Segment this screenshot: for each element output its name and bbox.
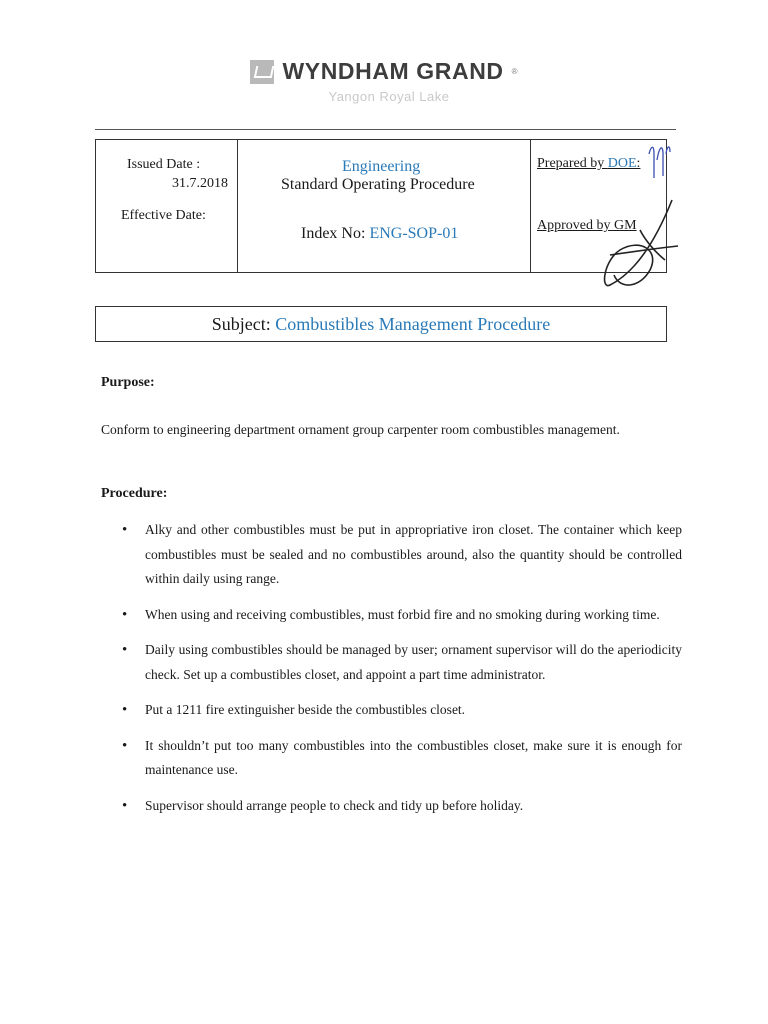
trademark-symbol: ® bbox=[511, 67, 518, 76]
hotel-logo bbox=[0, 58, 768, 104]
prepared-by bbox=[537, 156, 640, 172]
prepared-by-value: DOE bbox=[607, 156, 637, 171]
procedure-item: • Daily using combustibles should be managed by user; ornament supervisor will do the aperiodicity check. Set up a combustibles closet, and appoint a part time administrator. bbox=[122, 638, 682, 687]
procedure-list bbox=[122, 518, 682, 818]
document-type: Standard Operating Procedure bbox=[281, 176, 475, 193]
procedure-item: • When using and receiving combustibles, must forbid fire and no smoking during working time. bbox=[122, 603, 682, 628]
procedure-item: • It shouldn’t put too many combustibles into the combustibles closet, make sure it is enough for maintenance use. bbox=[122, 734, 682, 783]
subject-value: Combustibles Management Procedure bbox=[275, 314, 551, 334]
approved-by-label: Approved by GM bbox=[537, 218, 637, 233]
brand-name: WYNDHAM GRAND bbox=[282, 58, 504, 84]
procedure-item: • Alky and other combustibles must be put in appropriative iron closet. The container which keep combustibles must be sealed and no combustibles around, also the quantity should be controlled within daily using range. bbox=[122, 518, 682, 592]
doe-signature bbox=[645, 142, 675, 182]
purpose-text: Conform to engineering department ornament group carpenter room combustibles management. bbox=[101, 422, 620, 437]
brand-location: Yangon Royal Lake bbox=[328, 88, 450, 104]
gm-signature bbox=[600, 190, 680, 300]
column-divider bbox=[237, 140, 238, 272]
wyndham-emblem-icon bbox=[250, 60, 274, 84]
index-number bbox=[301, 225, 458, 243]
subject-label: Subject: bbox=[211, 314, 276, 334]
purpose-heading: Purpose: bbox=[101, 375, 155, 390]
issued-date-label: Issued Date : bbox=[127, 157, 201, 172]
document-header-table bbox=[95, 139, 667, 273]
procedure-item: • Supervisor should arrange people to check and tidy up before holiday. bbox=[122, 794, 682, 819]
procedure-item: • Put a 1211 fire extinguisher beside the combustibles closet. bbox=[122, 698, 682, 723]
effective-date-label: Effective Date: bbox=[121, 208, 206, 223]
column-divider bbox=[530, 140, 531, 272]
department-name: Engineering bbox=[342, 158, 421, 175]
procedure-heading: Procedure: bbox=[101, 486, 168, 501]
prepared-by-label: Prepared by bbox=[537, 156, 608, 171]
subject-box bbox=[95, 306, 667, 342]
index-label: Index No: bbox=[301, 225, 370, 242]
issued-date-value: 31.7.2018 bbox=[172, 176, 228, 191]
header-divider bbox=[95, 129, 676, 130]
prepared-by-suffix: : bbox=[636, 156, 641, 171]
index-value: ENG-SOP-01 bbox=[369, 225, 459, 242]
